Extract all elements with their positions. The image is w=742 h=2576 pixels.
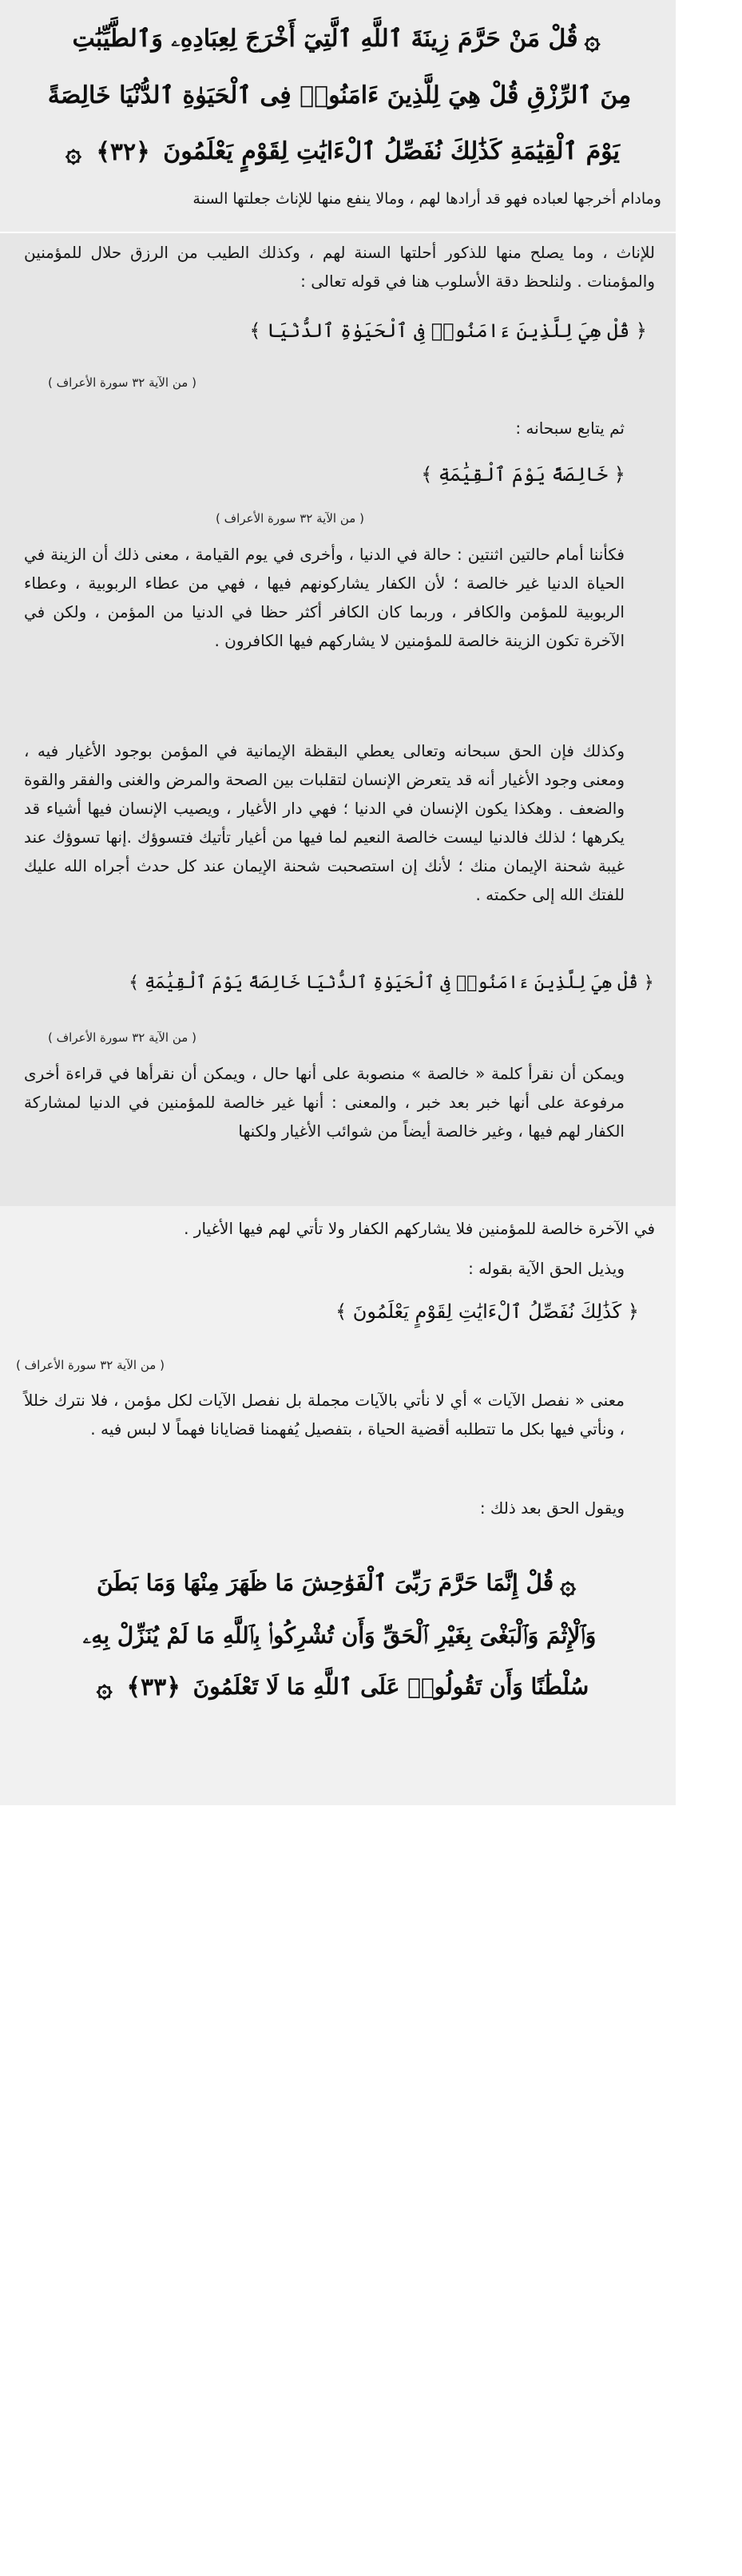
verse-33-line-3 xyxy=(24,1661,655,1714)
verse-33-text-3: سُلْطَٰنًا وَأَن تَقُولُوا۟ عَلَى ٱللَّهِ مَا لَا تَعْلَمُونَ xyxy=(192,1673,589,1700)
paragraph-1: للإناث ، وما يصلح منها للذكور أحلتها السنة لهم ، وكذلك الطيب من الرزق حلال للمؤمنين والمؤمنات . ولنلحظ دقة الأسلوب هنا في قوله تعالى : xyxy=(24,243,655,291)
verse-32-text-2: مِنَ ٱلرِّزْقِ قُلْ هِيَ لِلَّذِينَ ءَامَنُوا۟ فِى ٱلْحَيَوٰةِ ٱلدُّنْيَا خَالِصَةً xyxy=(47,81,632,109)
ornament-icon: ۞ xyxy=(584,24,601,56)
verse-32-text-1: قُلْ مَنْ حَرَّمَ زِينَةَ ٱللَّهِ ٱلَّتِيٓ أَخْرَجَ لِعِبَادِهِۦ وَٱلطَّيِّبَٰتِ xyxy=(72,25,578,53)
quote-2: ﴿ خَالِصَةً يَوْمَ ٱلْقِيَٰمَةِ ﴾ xyxy=(421,463,625,486)
verse-33-line-2 xyxy=(24,1610,655,1661)
verse-33-text-1: قُلْ إِنَّمَا حَرَّمَ رَبِّىَ ٱلْفَوَٰحِشَ مَا ظَهَرَ مِنْهَا وَمَا بَطَنَ xyxy=(96,1570,554,1596)
paragraph-8: معنى « نفصل الآيات » أي لا نأتي بالآيات مجملة بل نفصل الآيات لكل مؤمن ، فلا نترك خللاً ، ونأتي فيها بكل ما تتطلبه أقضية الحياة ، بتفصيل يُفهمنا قضايانا فهماً لا لبس فيه . xyxy=(24,1391,625,1439)
quote-1: ﴿ قُلْ هِيَ لِلَّذِينَ ءَامَنُوا۟ فِى ٱلْحَيَوٰةِ ٱلدُّنْيَا ﴾ xyxy=(249,320,647,342)
reference-3: ( من الآية ٣٢ سورة الأعراف ) xyxy=(48,1030,196,1045)
reference-2: ( من الآية ٣٢ سورة الأعراف ) xyxy=(216,511,364,526)
reference-4: ( من الآية ٣٢ سورة الأعراف ) xyxy=(16,1358,165,1372)
reference-1: ( من الآية ٣٢ سورة الأعراف ) xyxy=(48,375,196,390)
paragraph-4: وكذلك فإن الحق سبحانه وتعالى يعطي البقظة الإيمانية في المؤمن بوجود الأغيار فيه ، ومعنى وجود الأغيار أنه قد يتعرض الإنسان لتقلبات بين الصحة والمرض والغنى والفقر والقوة والضعف . وهكذا يكون الإنسان في الدنيا ؛ فهي دار الأغيار ، ويصيب الإنسان فيها أشياء قد يكرهها ؛ لذلك فالدنيا ليست خالصة النعيم لما فيها من أغيار تأتيك فتسوؤك .إنها تسوؤك عند غيبة شحنة الإيمان منك ؛ لأنك إن استصحبت شحنة الإيمان عند كل حدث أجراه الله عليك للفتك الله إلى حكمته . xyxy=(24,741,625,904)
verse-number-32: ﴿٣٢﴾ xyxy=(96,138,150,166)
verse-33-text-2: وَٱلْإِثْمَ وَٱلْبَغْىَ بِغَيْرِ ٱلْحَقِّ وَأَن تُشْرِكُوا۟ بِٱللَّهِ مَا لَمْ يُنَزِّلْ بِهِۦ xyxy=(82,1621,597,1649)
verse-number-33: ﴿٣٣﴾ xyxy=(126,1673,181,1701)
ornament-icon: ۞ xyxy=(96,1672,113,1704)
ornament-icon: ۞ xyxy=(560,1568,577,1601)
paragraph-3: فكأننا أمام حالتين اثنتين : حالة في الدنيا ، وأخرى في يوم القيامة ، معنى ذلك أن الزينة في الحياة الدنيا غير خالصة ؛ لأن الكفار يشاركونهم فيها ، فهي من عطاء الربوبية ، وعطاء الربوبية للمؤمن والكافر ، وربما كان الكافر أكثر حظا في الدنيا من المؤمن ، ولكن في الآخرة تكون الزينة خالصة للمؤمنين لا يشاركهم فيها الكافرون . xyxy=(24,545,625,650)
verse-33-block xyxy=(24,1558,655,1713)
paragraph-2: ثم يتابع سبحانه : xyxy=(515,419,625,438)
paragraph-6: في الآخرة خالصة للمؤمنين فلا يشاركهم الكفار ولا تأتي لهم فيها الأغيار . xyxy=(184,1219,655,1238)
intro-line: ومادام أخرجها لعباده فهو قد أرادها لهم ، ومالا ينفع منها للإناث جعلتها السنة xyxy=(192,190,661,208)
verse-33-line-1 xyxy=(24,1558,655,1610)
paragraph-5: ويمكن أن نقرأ كلمة « خالصة » منصوبة على أنها حال ، ويمكن أن نقرأها في قراءة أخرى مرفوعة على أنها خبر بعد خبر ، والمعنى : أنها غير خالصة للمؤمنين في الدنيا لمشاركة الكفار لهم فيها ، وغير خالصة أيضاً من شوائب الأغيار ولكنها xyxy=(24,1064,625,1141)
quote-4: ﴿ كَذَٰلِكَ نُفَصِّلُ ٱلْءَايَٰتِ لِقَوْمٍ يَعْلَمُونَ ﴾ xyxy=(335,1300,639,1323)
verse-32-line-1 xyxy=(24,11,655,68)
paragraph-9: ويقول الحق بعد ذلك : xyxy=(479,1498,625,1518)
ornament-icon: ۞ xyxy=(65,137,81,169)
paragraph-7: ويذيل الحق الآية بقوله : xyxy=(468,1259,625,1278)
quote-3: ﴿ قُلْ هِيَ لِلَّذِينَ ءَامَنُوا۟ فِى ٱلْحَيَوٰةِ ٱلدُّنْيَا خَالِصَةً يَوْمَ ٱلْقِيَٰمَةِ ﴾ xyxy=(129,973,654,993)
verse-32-block xyxy=(24,11,655,181)
verse-32-line-3 xyxy=(24,124,655,181)
verse-32-text-3: يَوْمَ ٱلْقِيَٰمَةِ كَذَٰلِكَ نُفَصِّلُ ٱلْءَايَٰتِ لِقَوْمٍ يَعْلَمُونَ xyxy=(163,137,621,165)
verse-32-line-2 xyxy=(24,68,655,124)
